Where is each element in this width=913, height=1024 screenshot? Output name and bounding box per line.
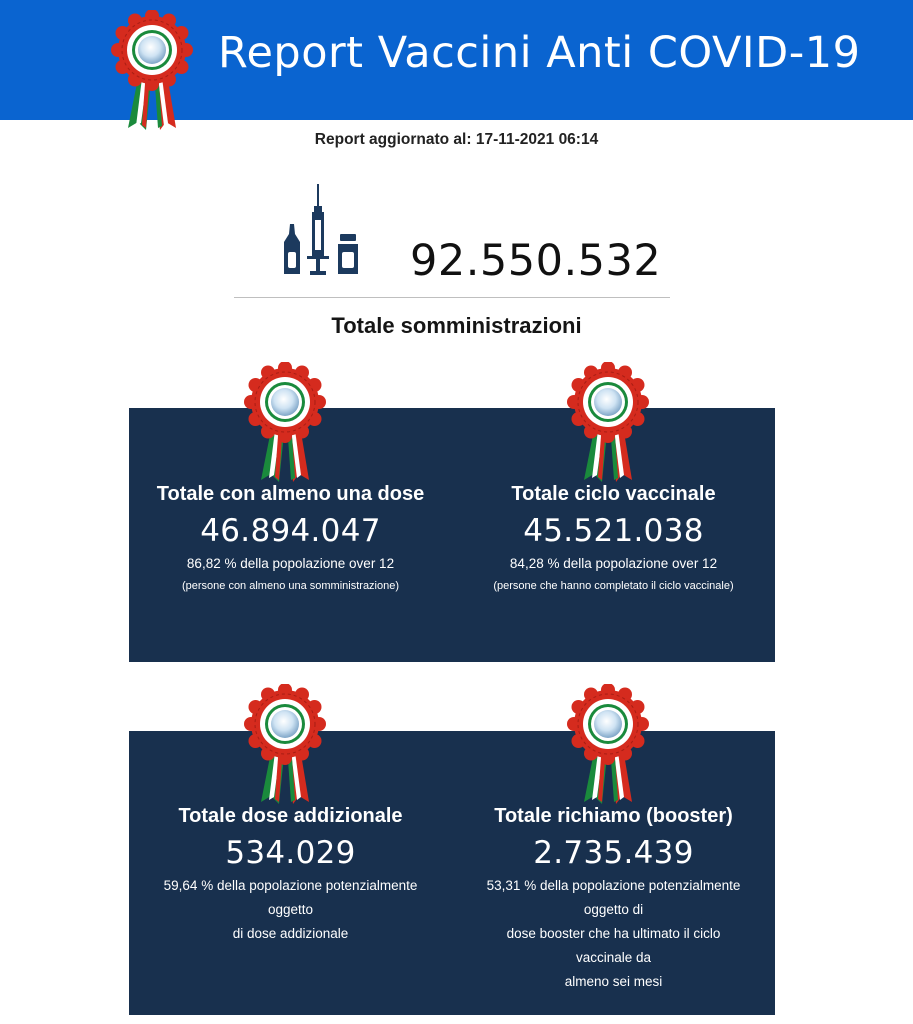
stat-note: (persone che hanno completato il ciclo vaccinale) [493, 580, 734, 592]
update-label: Report aggiornato al: [314, 131, 472, 148]
description-line: oggetto di [583, 902, 644, 917]
description-line: 53,31 % della popolazione potenzialmente [486, 878, 741, 893]
stats-card-top [129, 408, 775, 662]
stat-title: Totale ciclo vaccinale [511, 483, 716, 505]
tricolor-rosette-icon [110, 10, 194, 136]
total-administrations-label: Totale somministrazioni [331, 313, 582, 338]
total-administrations-value: 92.550.532 [410, 236, 662, 286]
description-line: dose booster che ha ultimato il ciclo [506, 926, 721, 941]
tricolor-rosette-icon [243, 684, 327, 810]
divider [234, 297, 670, 298]
page-title: Report Vaccini Anti COVID-19 [218, 28, 861, 78]
stat-booster [452, 804, 775, 994]
stat-at-least-one-dose [129, 482, 452, 594]
stat-description [129, 874, 452, 946]
description-line: oggetto [267, 902, 314, 917]
update-datetime: 17-11-2021 06:14 [475, 131, 599, 148]
stat-full-cycle [452, 482, 775, 594]
description-line: vaccinale da [575, 950, 652, 965]
stat-note: (persone con almeno una somministrazione) [181, 580, 400, 592]
stat-description [452, 874, 775, 994]
stat-title: Totale con almeno una dose [156, 483, 425, 505]
stat-additional-dose [129, 804, 452, 946]
report-update-line [0, 131, 913, 149]
stat-value: 2.735.439 [533, 835, 694, 871]
stat-title: Totale richiamo (booster) [494, 805, 733, 827]
header-bar [0, 0, 913, 120]
stat-percentage: 86,82 % della popolazione over 12 [186, 556, 395, 571]
tricolor-rosette-icon [243, 362, 327, 488]
stat-percentage: 84,28 % della popolazione over 12 [509, 556, 718, 571]
stat-title: Totale dose addizionale [178, 805, 403, 827]
tricolor-rosette-icon [566, 684, 650, 810]
description-line: 59,64 % della popolazione potenzialmente [163, 878, 418, 893]
stat-value: 45.521.038 [523, 513, 704, 549]
stats-card-bottom [129, 731, 775, 1015]
syringe-vials-icon [282, 182, 362, 278]
stat-value: 46.894.047 [200, 513, 381, 549]
description-line: di dose addizionale [232, 926, 349, 941]
description-line: almeno sei mesi [564, 974, 663, 989]
stat-value: 534.029 [225, 835, 356, 871]
tricolor-rosette-icon [566, 362, 650, 488]
